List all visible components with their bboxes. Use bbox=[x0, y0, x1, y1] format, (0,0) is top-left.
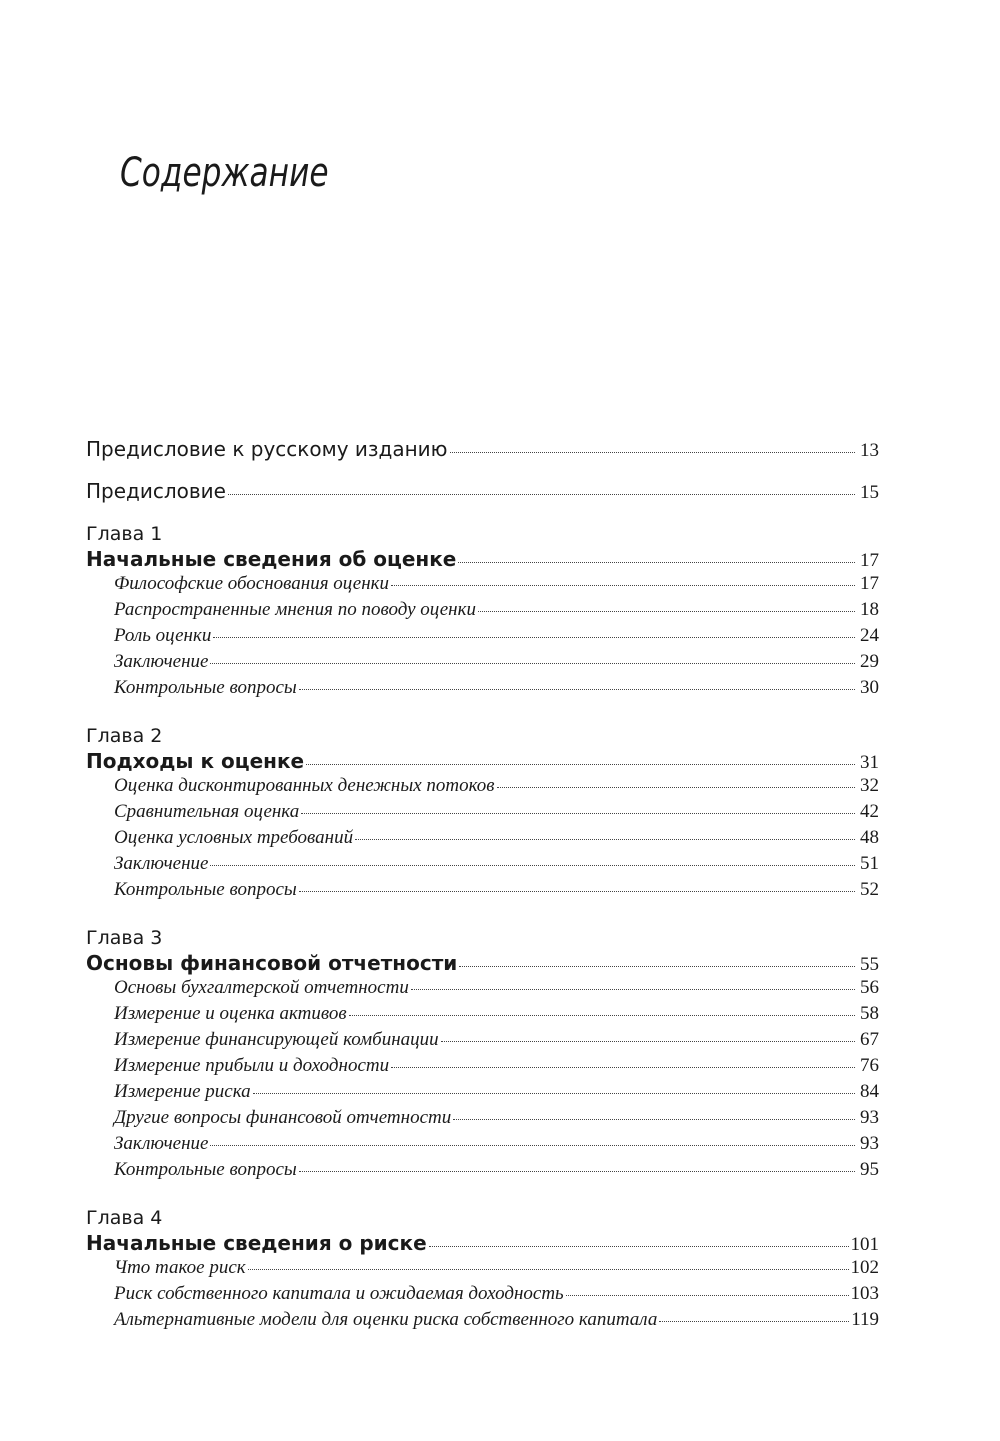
chapter-1 bbox=[86, 521, 879, 703]
section-label: Измерение финансирующей комбинации bbox=[114, 1029, 439, 1050]
toc-entry-label: Предисловие к русскому изданию bbox=[86, 437, 448, 461]
section-entry[interactable] bbox=[86, 651, 879, 677]
dot-leader bbox=[228, 494, 855, 495]
chapter-title: Начальные сведения об оценке bbox=[86, 547, 457, 571]
chapter-title-entry[interactable] bbox=[86, 1231, 879, 1257]
chapter-number-label: Глава 4 bbox=[86, 1207, 163, 1229]
chapter-4 bbox=[86, 1205, 879, 1335]
section-entry[interactable] bbox=[86, 1003, 879, 1029]
section-label: Риск собственного капитала и ожидаемая доходность bbox=[114, 1283, 564, 1304]
toc-entry-page: 13 bbox=[860, 440, 879, 461]
dot-leader bbox=[210, 663, 855, 664]
dot-leader bbox=[306, 764, 855, 765]
section-label: Оценка дисконтированных денежных потоков bbox=[114, 775, 495, 796]
toc-entry-page: 103 bbox=[850, 1283, 879, 1304]
chapter-title-entry[interactable] bbox=[86, 547, 879, 573]
chapter-title: Основы финансовой отчетности bbox=[86, 951, 458, 975]
section-label: Альтернативные модели для оценки риска собственного капитала bbox=[114, 1309, 658, 1330]
dot-leader bbox=[301, 813, 855, 814]
dot-leader bbox=[299, 891, 855, 892]
section-label: Заключение bbox=[114, 1133, 209, 1154]
toc-entry-page: 67 bbox=[860, 1029, 879, 1050]
dot-leader bbox=[453, 1119, 855, 1120]
toc-entry-page: 55 bbox=[860, 954, 879, 975]
section-entry[interactable] bbox=[86, 1055, 879, 1081]
dot-leader bbox=[210, 865, 855, 866]
section-entry[interactable] bbox=[86, 1029, 879, 1055]
dot-leader bbox=[566, 1295, 849, 1296]
toc-entry-page: 42 bbox=[860, 801, 879, 822]
section-label: Философские обоснования оценки bbox=[114, 573, 390, 594]
section-entry[interactable] bbox=[86, 573, 879, 599]
section-entry[interactable] bbox=[86, 775, 879, 801]
dot-leader bbox=[349, 1015, 855, 1016]
dot-leader bbox=[459, 966, 855, 967]
dot-leader bbox=[659, 1321, 849, 1322]
toc-entry-page: 84 bbox=[860, 1081, 879, 1102]
chapter-number-label: Глава 3 bbox=[86, 927, 163, 949]
section-label: Сравнительная оценка bbox=[114, 801, 300, 822]
toc-entry-page: 58 bbox=[860, 1003, 879, 1024]
toc-entry-page: 17 bbox=[860, 573, 879, 594]
section-entry[interactable] bbox=[86, 1257, 879, 1283]
toc-entry-page: 32 bbox=[860, 775, 879, 796]
dot-leader bbox=[458, 562, 855, 563]
section-entry[interactable] bbox=[86, 1159, 879, 1185]
section-entry[interactable] bbox=[86, 599, 879, 625]
section-entry[interactable] bbox=[86, 879, 879, 905]
section-label: Распространенные мнения по поводу оценки bbox=[114, 599, 476, 620]
section-label: Заключение bbox=[114, 853, 209, 874]
dot-leader bbox=[213, 637, 855, 638]
toc-entry-preface[interactable] bbox=[86, 479, 879, 511]
section-label: Основы бухгалтерской отчетности bbox=[114, 977, 409, 998]
toc-entry-page: 30 bbox=[860, 677, 879, 698]
section-label: Измерение прибыли и доходности bbox=[114, 1055, 390, 1076]
toc-entry-page: 56 bbox=[860, 977, 879, 998]
toc-entry-page: 29 bbox=[860, 651, 879, 672]
section-label: Роль оценки bbox=[114, 625, 212, 646]
toc-entry-page: 15 bbox=[860, 482, 879, 503]
section-label: Измерение риска bbox=[114, 1081, 251, 1102]
chapter-number-label: Глава 1 bbox=[86, 523, 163, 545]
section-entry[interactable] bbox=[86, 801, 879, 827]
dot-leader bbox=[411, 989, 855, 990]
toc-entry-page: 95 bbox=[860, 1159, 879, 1180]
section-entry[interactable] bbox=[86, 853, 879, 879]
page-title: Содержание bbox=[120, 150, 329, 196]
dot-leader bbox=[248, 1269, 849, 1270]
dot-leader bbox=[450, 452, 855, 453]
dot-leader bbox=[429, 1246, 849, 1247]
dot-leader bbox=[355, 839, 855, 840]
chapter-title-entry[interactable] bbox=[86, 749, 879, 775]
toc-entry-page: 76 bbox=[860, 1055, 879, 1076]
section-label: Контрольные вопросы bbox=[114, 677, 297, 698]
dot-leader bbox=[253, 1093, 855, 1094]
chapter-title: Начальные сведения о риске bbox=[86, 1231, 427, 1255]
section-label: Что такое риск bbox=[114, 1257, 246, 1278]
toc-entry-page: 17 bbox=[860, 550, 879, 571]
section-label: Заключение bbox=[114, 651, 209, 672]
toc-entry-page: 101 bbox=[850, 1234, 879, 1255]
toc-entry-page: 119 bbox=[851, 1309, 879, 1330]
dot-leader bbox=[299, 689, 855, 690]
section-entry[interactable] bbox=[86, 677, 879, 703]
toc-entry-page: 93 bbox=[860, 1133, 879, 1154]
dot-leader bbox=[441, 1041, 855, 1042]
section-entry[interactable] bbox=[86, 1309, 879, 1335]
section-entry[interactable] bbox=[86, 625, 879, 651]
toc-entry-page: 18 bbox=[860, 599, 879, 620]
toc-entry-label: Предисловие bbox=[86, 479, 226, 503]
dot-leader bbox=[478, 611, 855, 612]
dot-leader bbox=[391, 1067, 855, 1068]
dot-leader bbox=[299, 1171, 855, 1172]
dot-leader bbox=[391, 585, 855, 586]
section-label: Контрольные вопросы bbox=[114, 1159, 297, 1180]
toc-entry-preface-russian[interactable] bbox=[86, 437, 879, 469]
toc-entry-page: 48 bbox=[860, 827, 879, 848]
section-entry[interactable] bbox=[86, 1081, 879, 1107]
chapter-number-label: Глава 2 bbox=[86, 725, 163, 747]
dot-leader bbox=[497, 787, 855, 788]
toc-entry-page: 102 bbox=[850, 1257, 879, 1278]
chapter-title: Подходы к оценке bbox=[86, 749, 305, 773]
section-label: Другие вопросы финансовой отчетности bbox=[114, 1107, 452, 1128]
chapter-3 bbox=[86, 925, 879, 1185]
table-of-contents bbox=[86, 437, 879, 1335]
toc-entry-page: 51 bbox=[860, 853, 879, 874]
section-label: Измерение и оценка активов bbox=[114, 1003, 347, 1024]
section-entry[interactable] bbox=[86, 1107, 879, 1133]
chapter-2 bbox=[86, 723, 879, 905]
toc-entry-page: 31 bbox=[860, 752, 879, 773]
section-entry[interactable] bbox=[86, 1283, 879, 1309]
section-entry[interactable] bbox=[86, 827, 879, 853]
section-entry[interactable] bbox=[86, 1133, 879, 1159]
toc-entry-page: 93 bbox=[860, 1107, 879, 1128]
toc-entry-page: 24 bbox=[860, 625, 879, 646]
dot-leader bbox=[210, 1145, 855, 1146]
section-entry[interactable] bbox=[86, 977, 879, 1003]
section-label: Контрольные вопросы bbox=[114, 879, 297, 900]
chapter-title-entry[interactable] bbox=[86, 951, 879, 977]
section-label: Оценка условных требований bbox=[114, 827, 354, 848]
toc-entry-page: 52 bbox=[860, 879, 879, 900]
